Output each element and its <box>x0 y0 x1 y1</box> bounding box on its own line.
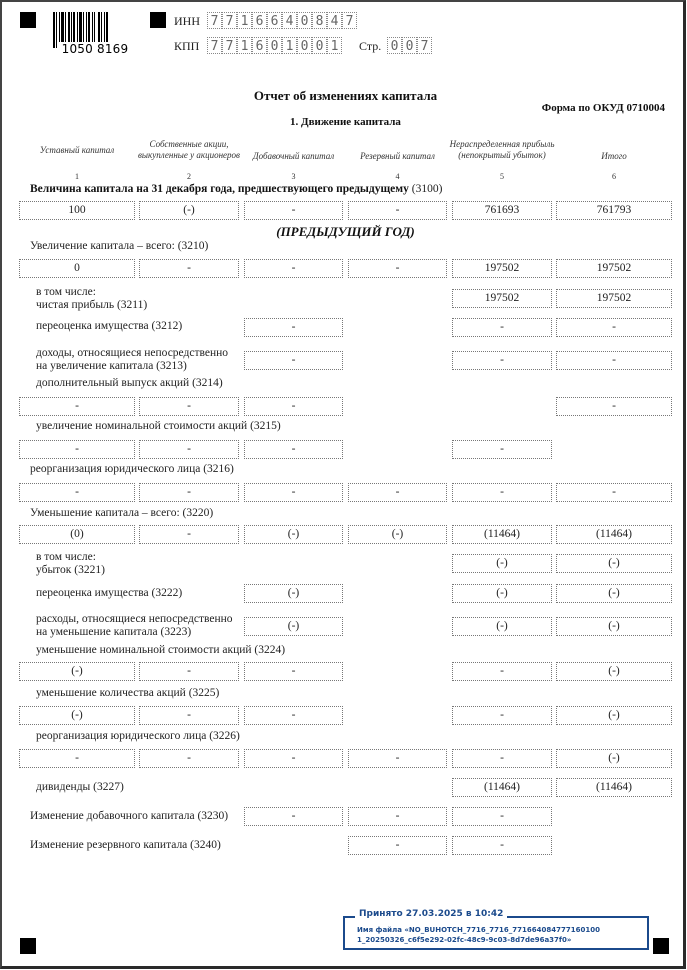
stamp-file-name <box>357 925 647 945</box>
row-code: (3100) <box>411 183 443 195</box>
row-label-text: Изменение резервного капитала (3240) <box>30 839 221 851</box>
value-cell-col6: (-) <box>556 662 672 681</box>
value-cell-col3: - <box>244 440 343 459</box>
inn-digit: 4 <box>327 12 342 29</box>
value-cell-col2: - <box>139 525 239 544</box>
row-label-text: уменьшение количества акций (3225) <box>36 687 220 699</box>
column-header-3: Добавочный капитал <box>252 151 335 161</box>
kpp-digit: 0 <box>312 37 327 54</box>
kpp-digit: 0 <box>267 37 282 54</box>
value-cell-col2: - <box>139 483 239 502</box>
value-cell-col3: - <box>244 483 343 502</box>
inn-digit: 6 <box>252 12 267 29</box>
row-label <box>36 644 285 657</box>
row-label-text: реорганизация юридического лица (3226) <box>36 730 240 742</box>
kpp-digit: 6 <box>252 37 267 54</box>
row-label-text: на увеличение капитала (3213) <box>36 360 187 372</box>
value-cell-col1: - <box>19 440 135 459</box>
value-cell-col3: - <box>244 706 343 725</box>
value-cell-col6: (-) <box>556 584 672 603</box>
row-label <box>36 587 182 600</box>
inn-field <box>207 12 357 29</box>
row-label-text: убыток (3221) <box>36 564 105 576</box>
acceptance-stamp <box>343 909 649 950</box>
row-label-text: дивиденды (3227) <box>36 781 124 793</box>
row-label <box>30 463 234 476</box>
row-label <box>36 420 281 433</box>
value-cell-col4: (-) <box>348 525 447 544</box>
value-cell-col6: (11464) <box>556 778 672 797</box>
value-cell-col5: - <box>452 807 552 826</box>
row-label <box>36 551 105 577</box>
value-cell-col5: - <box>452 440 552 459</box>
stamp-file-label: Имя файла <box>357 926 402 934</box>
value-cell-col5: (-) <box>452 617 552 636</box>
value-cell-col1: 100 <box>19 201 135 220</box>
row-label-text: Изменение добавочного капитала (3230) <box>30 810 229 822</box>
value-cell-col1: - <box>19 483 135 502</box>
inn-digit: 0 <box>297 12 312 29</box>
row-label <box>36 613 233 639</box>
value-cell-col1: (0) <box>19 525 135 544</box>
value-cell-col5: - <box>452 836 552 855</box>
value-cell-col2: - <box>139 662 239 681</box>
value-cell-col5: (11464) <box>452 525 552 544</box>
barcode-bar <box>53 12 55 48</box>
value-cell-col3: - <box>244 662 343 681</box>
value-cell-col6: 197502 <box>556 289 672 308</box>
value-cell-col2: (-) <box>139 201 239 220</box>
stamp-file-value: «NO_BUHOTCH_7716_7716_771664084777160100 1_20250326_c6f5e292-02fc-48c9-9c03-8d7de96a37f0» <box>357 926 600 944</box>
column-number-1: 1 <box>75 172 79 181</box>
column-header-5: Нераспределенная прибыль (непокрытый убыток) <box>449 139 555 160</box>
section-title: 1. Движение капитала <box>290 116 401 128</box>
row-label-text: реорганизация юридического лица (3216) <box>30 463 234 475</box>
value-cell-col4: - <box>348 259 447 278</box>
row-label-text: на уменьшение капитала (3223) <box>36 626 192 638</box>
value-cell-col2: - <box>139 706 239 725</box>
value-cell-col5: - <box>452 483 552 502</box>
inn-digit: 6 <box>267 12 282 29</box>
corner-marker-bottom-right <box>653 938 669 954</box>
value-cell-col1: (-) <box>19 706 135 725</box>
inn-digit: 7 <box>342 12 357 29</box>
page-digit: 0 <box>402 37 417 54</box>
kpp-digit: 7 <box>207 37 222 54</box>
kpp-digit: 1 <box>237 37 252 54</box>
row-label-prefix: в том числе: <box>36 286 96 298</box>
page-number-field <box>387 37 432 54</box>
row-label-bold: Величина капитала на 31 декабря года, предшествующего предыдущему <box>30 183 409 195</box>
value-cell-col6: (-) <box>556 554 672 573</box>
row-label <box>30 183 442 196</box>
column-header-4: Резервный капитал <box>360 151 435 161</box>
period-label: (ПРЕДЫДУЩИЙ ГОД) <box>276 224 415 239</box>
column-number-6: 6 <box>612 172 616 181</box>
value-cell-col6: 197502 <box>556 259 672 278</box>
value-cell-col3: (-) <box>244 525 343 544</box>
value-cell-col4: - <box>348 807 447 826</box>
column-number-3: 3 <box>291 172 296 181</box>
value-cell-col5: 197502 <box>452 289 552 308</box>
value-cell-col6: (-) <box>556 617 672 636</box>
row-label <box>30 839 221 852</box>
kpp-digit: 1 <box>282 37 297 54</box>
column-header-2: Собственные акции, выкупленные у акционеров <box>138 139 240 160</box>
row-label <box>36 286 147 312</box>
row-label-text: переоценка имущества (3212) <box>36 320 183 332</box>
value-cell-col5: 197502 <box>452 259 552 278</box>
row-label <box>30 810 228 823</box>
row-label-text: дополнительный выпуск акций (3214) <box>36 377 223 389</box>
row-label-prefix: доходы, относящиеся непосредственно <box>36 347 229 359</box>
value-cell-col5: (-) <box>452 584 552 603</box>
row-label-text: переоценка имущества (3222) <box>36 587 183 599</box>
kpp-field <box>207 37 342 54</box>
row-label <box>36 320 182 333</box>
inn-digit: 7 <box>222 12 237 29</box>
corner-marker-bottom-left <box>20 938 36 954</box>
row-label-prefix: в том числе: <box>36 551 96 563</box>
value-cell-col6: - <box>556 483 672 502</box>
value-cell-col4: - <box>348 836 447 855</box>
value-cell-col6: - <box>556 397 672 416</box>
page-digit: 0 <box>387 37 402 54</box>
document-title: Отчет об изменениях капитала <box>253 88 438 103</box>
kpp-label: КПП <box>174 39 200 53</box>
value-cell-col1: - <box>19 749 135 768</box>
value-cell-col6: (11464) <box>556 525 672 544</box>
value-cell-col6: (-) <box>556 749 672 768</box>
column-header-1: Уставный капитал <box>39 145 115 155</box>
value-cell-col3: - <box>244 749 343 768</box>
value-cell-col3: (-) <box>244 617 343 636</box>
okud-code: Форма по ОКУД 0710004 <box>541 102 665 114</box>
value-cell-col6: 761793 <box>556 201 672 220</box>
inn-digit: 7 <box>207 12 222 29</box>
row-label <box>30 240 208 253</box>
value-cell-col5: - <box>452 351 552 370</box>
page-label: Стр. <box>359 39 382 53</box>
row-label-prefix: расходы, относящиеся непосредственно <box>36 613 233 625</box>
value-cell-col6: (-) <box>556 706 672 725</box>
column-number-4: 4 <box>395 172 400 181</box>
row-label <box>30 507 213 520</box>
kpp-digit: 7 <box>222 37 237 54</box>
value-cell-col6: - <box>556 351 672 370</box>
row-label <box>36 347 228 373</box>
value-cell-col5: - <box>452 749 552 768</box>
value-cell-col1: 0 <box>19 259 135 278</box>
value-cell-col3: - <box>244 351 343 370</box>
value-cell-col6: - <box>556 318 672 337</box>
value-cell-col4: - <box>348 483 447 502</box>
value-cell-col2: - <box>139 440 239 459</box>
value-cell-col3: - <box>244 397 343 416</box>
value-cell-col5: 761693 <box>452 201 552 220</box>
row-label-text: уменьшение номинальной стоимости акций (3224) <box>36 644 286 656</box>
row-label <box>36 781 124 794</box>
value-cell-col3: - <box>244 318 343 337</box>
value-cell-col3: - <box>244 259 343 278</box>
value-cell-col5: (-) <box>452 554 552 573</box>
row-label-text: увеличение номинальной стоимости акций (3215) <box>36 420 281 432</box>
kpp-digit: 0 <box>297 37 312 54</box>
value-cell-col1: (-) <box>19 662 135 681</box>
column-number-2: 2 <box>187 172 191 181</box>
corner-marker-top-left <box>20 12 36 28</box>
value-cell-col5: - <box>452 318 552 337</box>
row-label-text: Уменьшение капитала – всего: (3220) <box>30 507 214 519</box>
row-label-text: Увеличение капитала – всего: (3210) <box>30 240 209 252</box>
inn-digit: 1 <box>237 12 252 29</box>
kpp-digit: 1 <box>327 37 342 54</box>
inn-label: ИНН <box>174 14 200 28</box>
stamp-title: Принято 27.03.2025 в 10:42 <box>355 909 507 919</box>
barcode-number: 1050 8169 <box>57 42 133 56</box>
page-digit: 7 <box>417 37 432 54</box>
row-label <box>36 687 219 700</box>
row-label <box>36 730 240 743</box>
value-cell-col3: (-) <box>244 584 343 603</box>
column-number-5: 5 <box>500 172 504 181</box>
row-label <box>36 377 223 390</box>
value-cell-col4: - <box>348 201 447 220</box>
value-cell-col1: - <box>19 397 135 416</box>
corner-marker-top-center <box>150 12 166 28</box>
column-header-6: Итого <box>601 151 627 161</box>
value-cell-col5: - <box>452 662 552 681</box>
row-label-text: чистая прибыль (3211) <box>36 299 148 311</box>
value-cell-col5: - <box>452 706 552 725</box>
value-cell-col5: (11464) <box>452 778 552 797</box>
value-cell-col2: - <box>139 397 239 416</box>
value-cell-col2: - <box>139 259 239 278</box>
value-cell-col2: - <box>139 749 239 768</box>
inn-digit: 4 <box>282 12 297 29</box>
inn-digit: 8 <box>312 12 327 29</box>
value-cell-col4: - <box>348 749 447 768</box>
value-cell-col3: - <box>244 807 343 826</box>
value-cell-col3: - <box>244 201 343 220</box>
